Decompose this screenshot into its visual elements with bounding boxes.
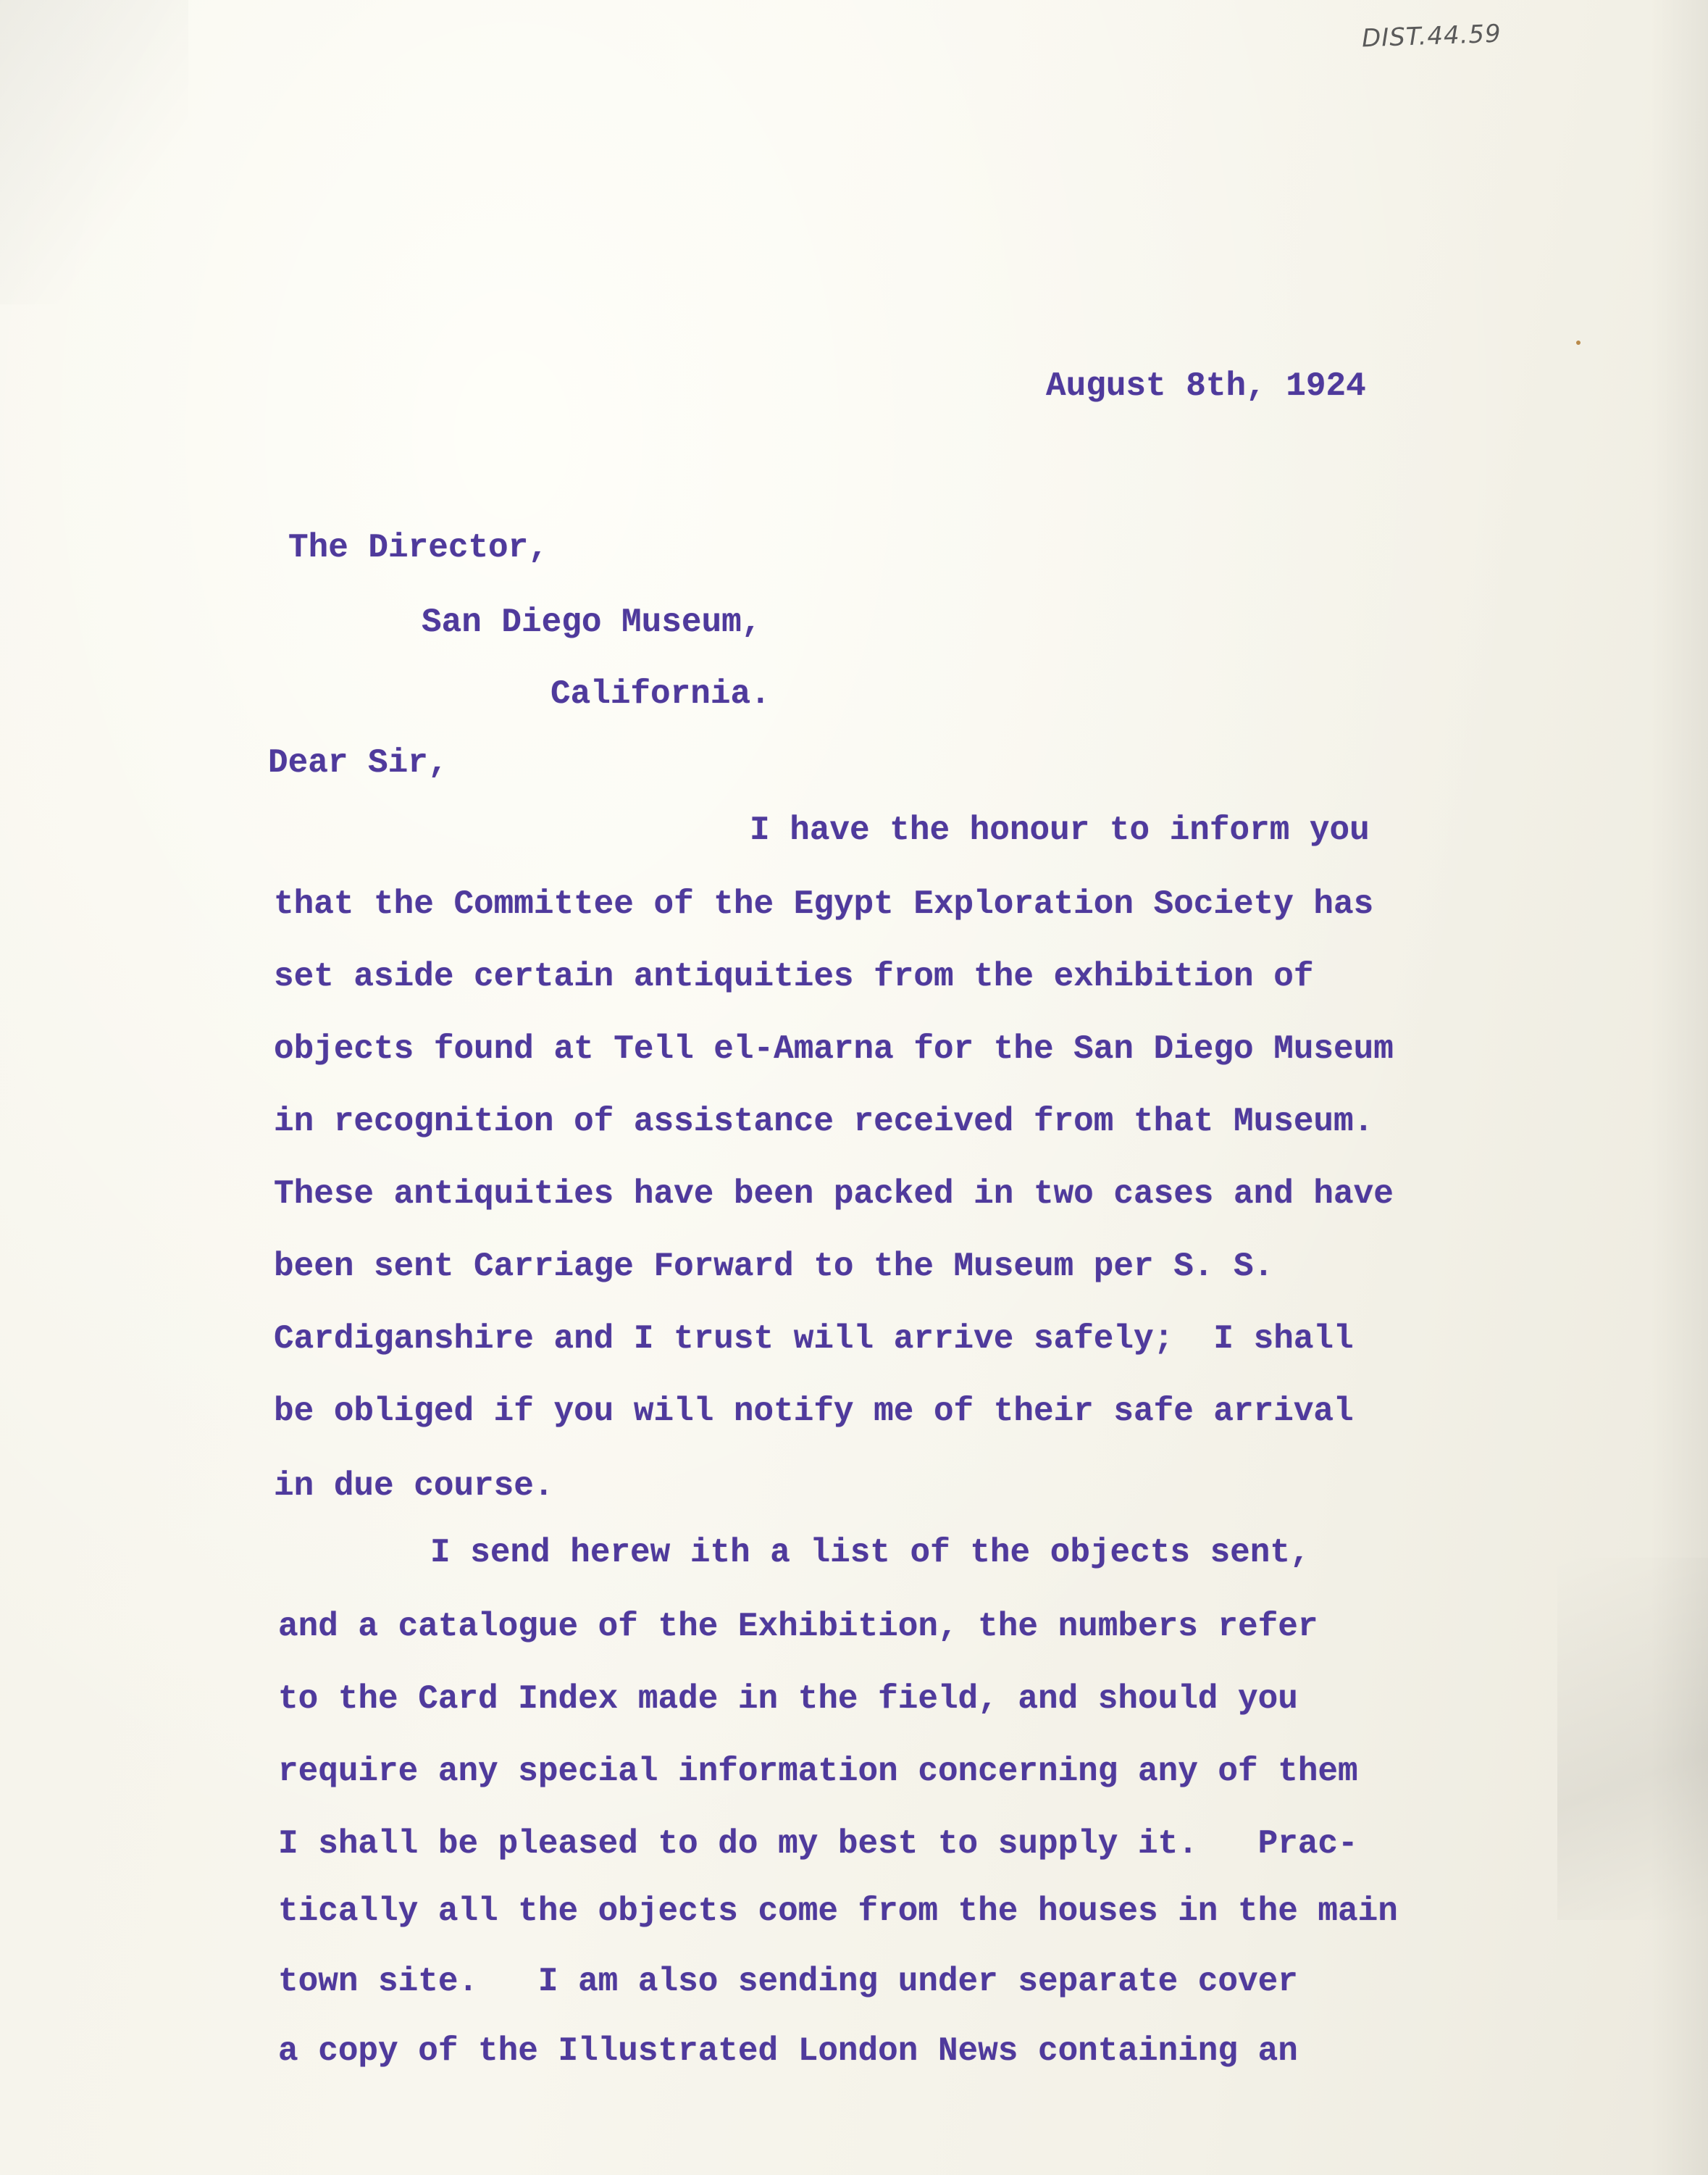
- paper-crease: [1557, 1558, 1708, 1920]
- body-line: objects found at Tell el-Amarna for the San Diego Museum: [274, 1030, 1394, 1068]
- address-line: California.: [551, 675, 771, 713]
- archive-reference-note: DIST.44.59: [1361, 19, 1502, 54]
- letter-date: August 8th, 1924: [1046, 367, 1366, 405]
- body-line: a copy of the Illustrated London News containing an: [278, 2032, 1298, 2070]
- paper-speck: [1576, 341, 1581, 345]
- body-line: I have the honour to inform you: [750, 811, 1370, 849]
- body-line: I shall be pleased to do my best to supply it. Prac-: [278, 1825, 1358, 1863]
- address-line: San Diego Museum,: [422, 604, 762, 641]
- body-line: require any special information concerning any of them: [278, 1753, 1358, 1790]
- body-line: I send herew ith a list of the objects sent,: [430, 1534, 1310, 1571]
- paper-crease: [0, 0, 188, 304]
- body-line: and a catalogue of the Exhibition, the numbers refer: [278, 1608, 1318, 1645]
- paper-edge-shadow: [1650, 0, 1708, 2175]
- salutation: Dear Sir,: [268, 744, 448, 782]
- body-line: These antiquities have been packed in two cases and have: [274, 1175, 1394, 1213]
- body-line: town site. I am also sending under separate cover: [278, 1963, 1298, 2000]
- body-line: be obliged if you will notify me of their safe arrival: [274, 1393, 1354, 1430]
- body-line: tically all the objects come from the houses in the main: [278, 1892, 1398, 1930]
- body-line: in due course.: [274, 1467, 554, 1505]
- body-line: set aside certain antiquities from the exhibition of: [274, 958, 1314, 995]
- address-line: The Director,: [288, 529, 548, 567]
- body-line: been sent Carriage Forward to the Museum per S. S.: [274, 1248, 1274, 1285]
- body-line: that the Committee of the Egypt Exploration Society has: [274, 885, 1374, 923]
- body-line: Cardiganshire and I trust will arrive safely; I shall: [274, 1320, 1354, 1358]
- body-line: in recognition of assistance received from that Museum.: [274, 1103, 1374, 1140]
- body-line: to the Card Index made in the field, and should you: [278, 1680, 1298, 1718]
